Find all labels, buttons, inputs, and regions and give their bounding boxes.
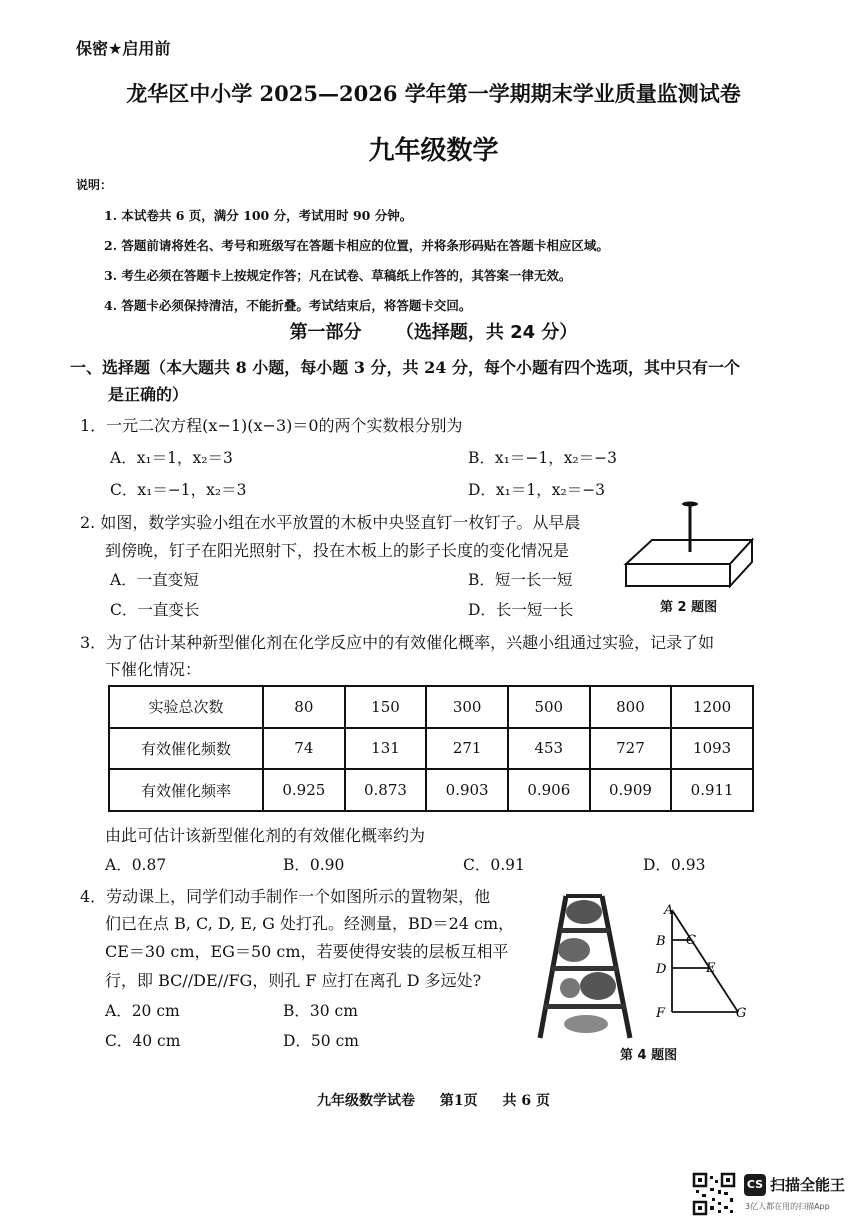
note-item: 3. 考生必须在答题卡上按规定作答；凡在试卷、草稿纸上作答的，其答案一律无效。 [104,268,572,283]
footer-exam-name: 九年级数学试卷 [317,1093,415,1109]
note-item: 1. 本试卷共 6 页，满分 100 分，考试用时 90 分钟。 [104,208,413,223]
q3-stem-line2: 下催化情况： [105,660,202,679]
q2-option-a: A．一直变短 [110,571,199,589]
q3-option-a: A．0.87 [105,856,167,874]
table-cell: 1200 [671,686,753,728]
page-footer [0,1090,867,1110]
table-cell: 800 [590,686,672,728]
table-row-label: 有效催化频率 [109,769,263,811]
geometry-diagram [650,900,778,1026]
table-cell: 1093 [671,728,753,770]
part-desc: （选择题，共 24 分） [395,322,578,343]
catalyst-data-table [108,685,754,812]
q4-option-d: D．50 cm [283,1032,359,1050]
q1-option-c: C．x₁＝−1，x₂＝3 [110,481,247,499]
note-item: 2. 答题前请将姓名、考号和班级写在答题卡相应的位置，并将条形码贴在答题卡相应区域。 [104,238,609,253]
q3-stem-line1: 3．为了估计某种新型催化剂在化学反应中的有效催化概率，兴趣小组通过实验，记录了如 [80,633,715,652]
section-instructions-cont: 是正确的） [108,385,189,404]
camscanner-logo: CS [744,1174,766,1196]
q4-stem-line1: 4．劳动课上，同学们动手制作一个如图所示的置物架，他 [80,887,491,906]
q4-option-b: B．30 cm [283,1002,358,1020]
camscanner-tagline: 3亿人都在用的扫描App [745,1202,830,1211]
table-row [109,728,753,770]
table-cell: 0.903 [426,769,508,811]
q3-question: 由此可估计该新型催化剂的有效催化概率约为 [105,826,426,845]
table-cell: 74 [263,728,345,770]
section-instructions: 一、选择题（本大题共 8 小题，每小题 3 分，共 24 分，每个小题有四个选项，其中只有一个 [70,358,740,377]
table-row [109,686,753,728]
q4-stem-line4: 行，即 BC//DE//FG，则孔 F 应打在离孔 D 多远处? [105,971,482,990]
q2-stem-line2: 到傍晚，钉子在阳光照射下，投在木板上的影子长度的变化情况是 [105,541,570,560]
q4-option-c: C．40 cm [105,1032,181,1050]
q3-option-c: C．0.91 [463,856,525,874]
q1-option-d: D．x₁＝1，x₂＝−3 [468,481,606,499]
table-cell: 453 [508,728,590,770]
table-cell: 727 [590,728,672,770]
confidential-mark: 保密★启用前 [76,39,171,58]
qr-code-icon [692,1172,736,1216]
table-cell: 500 [508,686,590,728]
subject-title: 九年级数学 [368,136,499,166]
point-label-a: A [664,903,674,918]
q2-option-d: D．长一短一长 [468,601,574,619]
point-label-e: E [706,961,716,976]
q1-stem: 1．一元二次方程(x−1)(x−3)＝0的两个实数根分别为 [80,416,463,435]
q2-option-c: C．一直变长 [110,601,200,619]
q1-option-b: B．x₁＝−1，x₂＝−3 [468,449,617,467]
table-cell: 0.911 [671,769,753,811]
part-name: 第一部分 [289,322,362,343]
q2-option-b: B．短一长一短 [468,571,573,589]
table-cell: 0.925 [263,769,345,811]
notes-label: 说明： [76,178,113,192]
note-item: 4. 答题卡必须保持清洁，不能折叠。考试结束后，将答题卡交回。 [104,298,472,313]
point-label-b: B [656,934,666,949]
point-label-g: G [736,1006,747,1021]
nail-board-figure [620,498,760,592]
table-cell: 0.873 [345,769,427,811]
point-label-c: C [686,933,696,948]
part-heading [0,318,867,344]
table-cell: 300 [426,686,508,728]
q2-figure-caption: 第 2 题图 [660,600,718,615]
q1-option-a: A．x₁＝1，x₂＝3 [110,449,233,467]
q4-figure-caption: 第 4 题图 [620,1048,678,1063]
footer-page-number: 第1页 [439,1093,478,1109]
table-cell: 131 [345,728,427,770]
q4-option-a: A．20 cm [105,1002,180,1020]
point-label-f: F [656,1006,666,1021]
q4-stem-line2: 们已在点 B, C, D, E, G 处打孔。经测量，BD＝24 cm， [105,914,515,933]
table-cell: 0.909 [590,769,672,811]
table-row-label: 实验总次数 [109,686,263,728]
shelf-illustration [526,890,642,1042]
table-cell: 80 [263,686,345,728]
q4-stem-line3: CE＝30 cm，EG＝50 cm，若要使得安装的层板互相平 [105,942,509,961]
q2-stem-line1: 2. 如图，数学实验小组在水平放置的木板中央竖直钉一枚钉子。从早晨 [80,513,581,532]
q3-option-b: B．0.90 [283,856,345,874]
point-label-d: D [656,962,667,977]
camscanner-name: 扫描全能王 [770,1176,846,1194]
table-cell: 271 [426,728,508,770]
table-row-label: 有效催化频数 [109,728,263,770]
exam-title: 龙华区中小学 2025—2026 学年第一学期期末学业质量监测试卷 [126,81,741,106]
q3-option-d: D．0.93 [643,856,706,874]
footer-total-pages: 共 6 页 [502,1093,550,1109]
table-cell: 0.906 [508,769,590,811]
table-cell: 150 [345,686,427,728]
table-row [109,769,753,811]
